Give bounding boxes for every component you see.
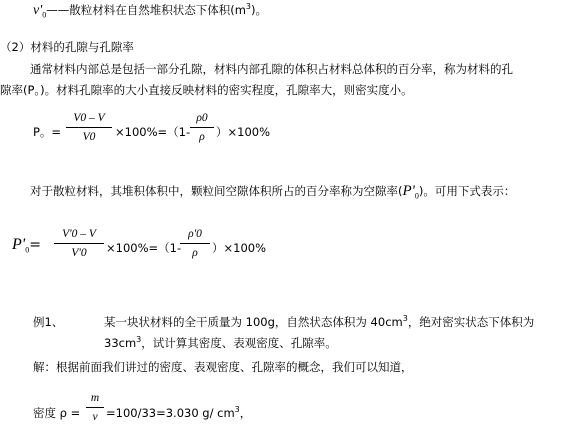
fraction-bar xyxy=(54,243,104,244)
unit-sup: 3 xyxy=(234,405,240,415)
example-line2-end: ，试计算其密度、表观密度、孔隙率。 xyxy=(141,336,337,350)
porosity-paragraph-line1: 通常材料内部总是包括一部分孔隙，材料内部孔隙的体积占材料总体积的百分率，称为材料的孔 xyxy=(30,62,513,76)
density-formula-lhs: 密度 ρ = xyxy=(33,406,81,420)
equals-sign: = xyxy=(29,237,41,253)
void-ratio-symbol-sub: 0 xyxy=(414,191,419,201)
density-fraction xyxy=(86,390,104,425)
void-ratio-formula-end: ）×100% xyxy=(212,241,267,255)
section-title: （2）材料的孔隙与孔隙率 xyxy=(0,40,134,54)
fraction-bar xyxy=(180,243,210,244)
density-formula-rhs xyxy=(106,405,251,421)
density-fraction-numerator: m xyxy=(90,392,100,404)
porosity-formula-end: ）×100% xyxy=(216,125,271,139)
bulk-density-ratio-denominator: ρ xyxy=(192,247,198,259)
density-result: =100/33=3.030 g/ cm xyxy=(106,406,235,420)
example-line1 xyxy=(104,314,534,330)
void-ratio-lhs-sub: 0 xyxy=(25,245,30,255)
bulk-volume-end: )。 xyxy=(251,3,267,17)
porosity-fraction-numerator: V0 – V xyxy=(73,112,105,124)
unit-sup: 3 xyxy=(245,2,251,12)
bulk-density-ratio-fraction xyxy=(180,226,210,261)
porosity-formula-mid: ×100%=（1- xyxy=(115,125,191,139)
example-line1-text: 某一块状材料的全干质量为 100g，自然状态体积为 40cm xyxy=(104,315,403,329)
density-ratio-fraction xyxy=(190,110,214,145)
density-fraction-denominator: v xyxy=(92,411,98,423)
void-ratio-formula-lhs xyxy=(12,236,41,254)
bulk-volume-text: ——散粒材料在自然堆积状态下体积(m xyxy=(46,3,246,17)
example-line1-end: ，绝对密实状态下体积为 xyxy=(407,315,535,329)
density-ratio-numerator: ρ0 xyxy=(196,112,208,124)
void-ratio-symbol: P' xyxy=(402,183,415,199)
fraction-bar xyxy=(190,127,214,128)
bulk-volume-definition xyxy=(33,2,267,19)
porosity-fraction-denominator: V0 xyxy=(82,131,96,143)
void-ratio-fraction xyxy=(54,226,104,261)
void-ratio-formula-mid: ×100%=（1- xyxy=(106,241,182,255)
bulk-volume-symbol-sub: 0 xyxy=(42,10,47,20)
void-ratio-fraction-denominator: V'0 xyxy=(71,247,87,259)
porosity-paragraph-line2: 隙率(P。)。材料孔隙率的大小直接反映材料的密实程度，孔隙率大，则密实度小。 xyxy=(0,83,413,97)
void-ratio-lhs-symbol: P' xyxy=(12,236,26,253)
bulk-density-ratio-numerator: ρ'0 xyxy=(188,228,202,240)
void-ratio-fraction-numerator: V'0 – V xyxy=(62,228,96,240)
density-ratio-denominator: ρ xyxy=(199,131,205,143)
fraction-bar xyxy=(86,407,104,408)
void-ratio-paragraph xyxy=(30,183,515,200)
example-label: 例1、 xyxy=(33,315,64,329)
fraction-bar xyxy=(66,127,112,128)
example-line2-text: 33cm xyxy=(104,336,137,350)
density-end: ， xyxy=(239,406,252,420)
porosity-formula-lhs: P。= xyxy=(33,125,62,139)
example-line2 xyxy=(104,335,337,351)
solution-text: 解：根据前面我们讲过的密度、表观密度、孔隙率的概念，我们可以知道， xyxy=(33,360,413,374)
void-ratio-end: )。可用下式表示： xyxy=(418,184,516,198)
bulk-volume-symbol: v' xyxy=(33,3,43,18)
void-ratio-text: 对于散粒材料，其堆积体积中，颗粒间空隙体积所占的百分率称为空隙率( xyxy=(30,184,403,198)
unit-sup: 3 xyxy=(402,314,408,324)
unit-sup: 3 xyxy=(136,335,142,345)
porosity-fraction xyxy=(66,110,112,145)
